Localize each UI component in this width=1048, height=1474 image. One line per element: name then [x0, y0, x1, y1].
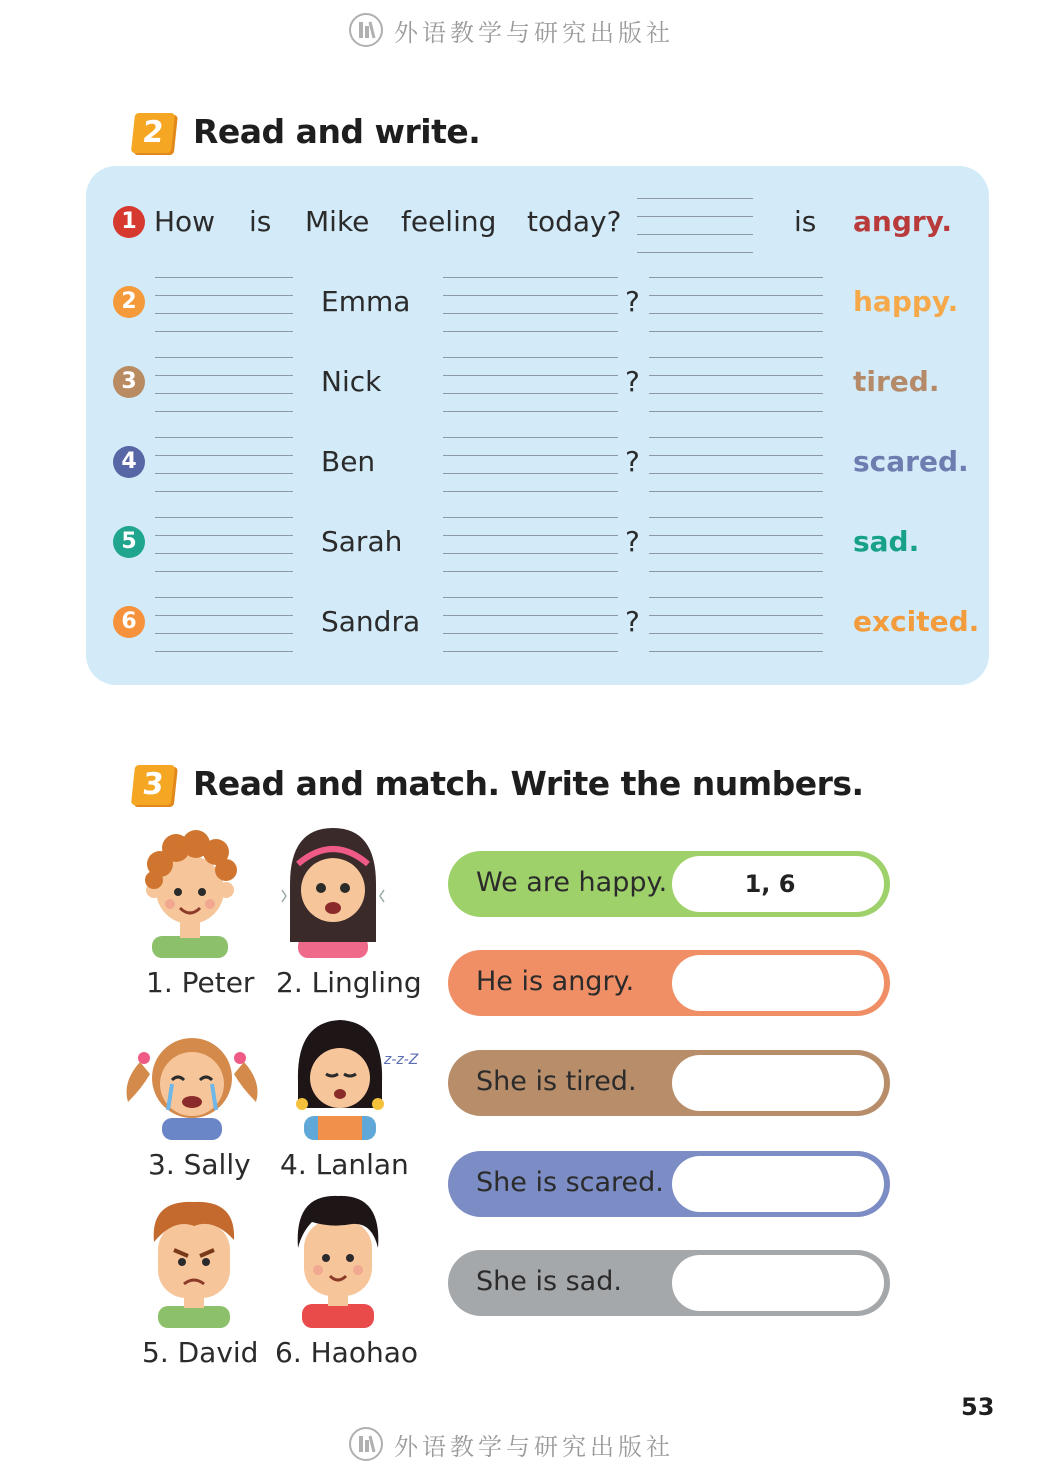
publisher-footer	[348, 1426, 674, 1462]
sentence-2-answer-box[interactable]	[672, 955, 884, 1011]
row-4-line-c[interactable]	[649, 437, 823, 491]
row-6-name: Sandra	[321, 605, 421, 638]
row-6-qmark: ?	[625, 605, 640, 638]
row-4-line-a[interactable]	[155, 437, 293, 491]
sentence-pill-2	[448, 950, 890, 1016]
row-2-name: Emma	[321, 285, 411, 318]
sentence-4-answer-box[interactable]	[672, 1156, 884, 1212]
row-4-qmark: ?	[625, 445, 640, 478]
sentence-5-text: She is sad.	[476, 1266, 622, 1297]
sentence-pill-4	[448, 1151, 890, 1217]
publisher-header	[348, 12, 674, 48]
row-3-feeling: tired.	[853, 365, 940, 398]
row-1-feeling: angry.	[853, 205, 952, 238]
row-1-answer-verb: is	[794, 205, 817, 238]
exercise-2-number: 2	[131, 113, 175, 153]
row-5-line-a[interactable]	[155, 517, 293, 571]
row-4-name: Ben	[321, 445, 376, 478]
page-number: 53	[961, 1393, 995, 1421]
row-2-number: 2	[113, 286, 145, 318]
publisher-name: 外语教学与研究出版社	[394, 18, 674, 47]
row-1-word-is: is	[249, 205, 272, 238]
row-6-number: 6	[113, 606, 145, 638]
row-6-feeling: excited.	[853, 605, 980, 638]
haohao-face-icon	[292, 1192, 384, 1328]
sentence-2-text: He is angry.	[476, 966, 635, 997]
david-face-icon	[144, 1196, 244, 1328]
row-3-line-b[interactable]	[443, 357, 618, 411]
row-1-word-today: today?	[527, 205, 622, 238]
sentence-1-text: We are happy.	[476, 867, 668, 898]
row-5-qmark: ?	[625, 525, 640, 558]
lanlan-face-icon	[290, 1012, 426, 1140]
row-4-feeling: scared.	[853, 445, 969, 478]
child-1-name: 1. Peter	[146, 966, 255, 999]
row-4-number: 4	[113, 446, 145, 478]
peter-face-icon	[138, 828, 242, 958]
sentence-pill-5	[448, 1250, 890, 1316]
publisher-logo-icon	[348, 12, 384, 48]
sentence-3-text: She is tired.	[476, 1066, 637, 1097]
row-5-feeling: sad.	[853, 525, 920, 558]
child-4-name: 4. Lanlan	[280, 1148, 409, 1181]
row-1-word-mike: Mike	[305, 205, 370, 238]
row-3-number: 3	[113, 366, 145, 398]
zzz-text: z-z-Z	[384, 1052, 419, 1068]
lingling-face-icon	[276, 824, 390, 958]
sentence-4-text: She is scared.	[476, 1167, 664, 1198]
sentence-pill-3	[448, 1050, 890, 1116]
row-6-line-a[interactable]	[155, 597, 293, 651]
sentence-1-answer: 1, 6	[744, 870, 796, 898]
row-6-line-b[interactable]	[443, 597, 618, 651]
sentence-5-answer-box[interactable]	[672, 1255, 884, 1311]
sally-face-icon	[122, 1018, 262, 1140]
row-5-number: 5	[113, 526, 145, 558]
child-3-name: 3. Sally	[148, 1148, 251, 1181]
row-3-line-c[interactable]	[649, 357, 823, 411]
exercise-3-title: Read and match. Write the numbers.	[193, 764, 864, 803]
sentence-pill-1	[448, 851, 890, 917]
publisher-name-footer: 外语教学与研究出版社	[394, 1432, 674, 1461]
row-2-line-b[interactable]	[443, 277, 618, 331]
row-1-number: 1	[113, 206, 145, 238]
child-2-name: 2. Lingling	[276, 966, 422, 999]
row-2-qmark: ?	[625, 285, 640, 318]
exercise-3-number: 3	[131, 765, 175, 805]
row-3-line-a[interactable]	[155, 357, 293, 411]
publisher-logo-icon	[348, 1426, 384, 1462]
row-5-line-b[interactable]	[443, 517, 618, 571]
row-5-name: Sarah	[321, 525, 403, 558]
row-4-line-b[interactable]	[443, 437, 618, 491]
row-2-line-a[interactable]	[155, 277, 293, 331]
row-1-answer-line[interactable]	[637, 198, 753, 252]
sentence-1-answer-box[interactable]	[672, 856, 884, 912]
row-3-name: Nick	[321, 365, 382, 398]
row-2-feeling: happy.	[853, 285, 959, 318]
child-6-name: 6. Haohao	[275, 1336, 418, 1369]
row-1-word-feeling: feeling	[401, 205, 497, 238]
row-5-line-c[interactable]	[649, 517, 823, 571]
row-1-word-how: How	[154, 205, 216, 238]
sentence-3-answer-box[interactable]	[672, 1055, 884, 1111]
row-6-line-c[interactable]	[649, 597, 823, 651]
exercise-2-title: Read and write.	[193, 112, 481, 151]
row-3-qmark: ?	[625, 365, 640, 398]
row-2-line-c[interactable]	[649, 277, 823, 331]
child-5-name: 5. David	[142, 1336, 259, 1369]
